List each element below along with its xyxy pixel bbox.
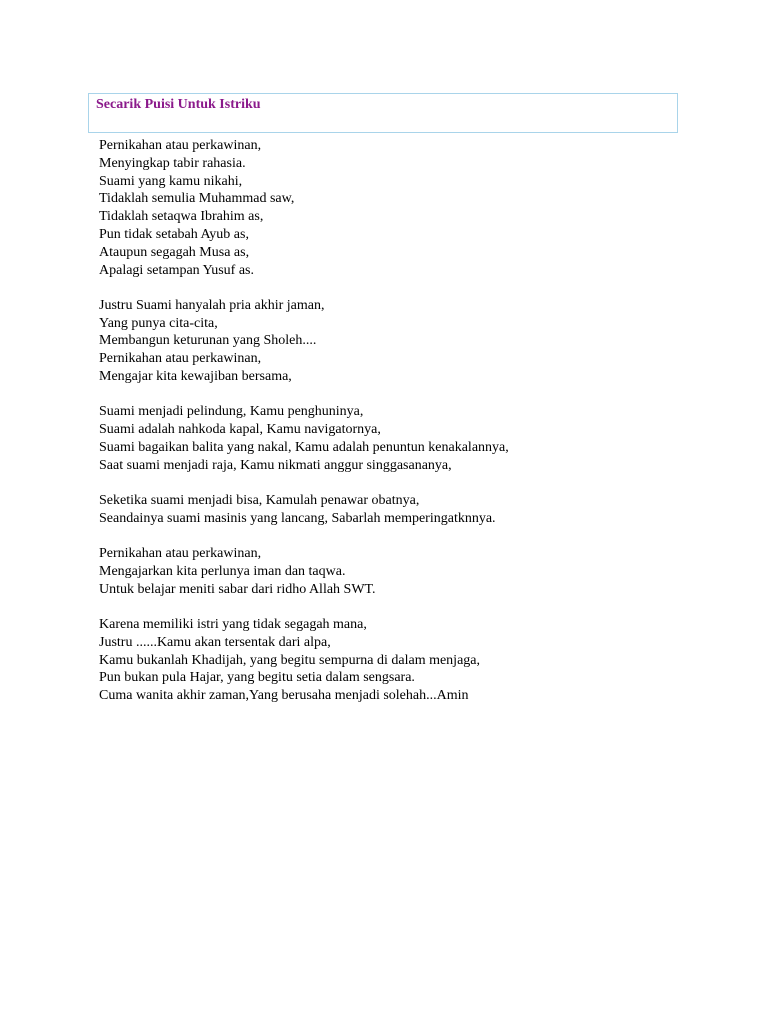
poem-line: Suami bagaikan balita yang nakal, Kamu adalah penuntun kenakalannya, (99, 439, 509, 455)
poem-line: Untuk belajar meniti sabar dari ridho Allah SWT. (99, 581, 376, 597)
stanza (99, 403, 699, 474)
poem-line: Pernikahan atau perkawinan, (99, 546, 262, 562)
stanza (99, 492, 699, 528)
stanza (99, 137, 699, 279)
poem-line: Saat suami menjadi raja, Kamu nikmati anggur singgasananya, (99, 457, 452, 473)
poem-line: Mengajarkan kita perlunya iman dan taqwa. (99, 563, 346, 579)
poem-line: Pun tidak setabah Ayub as, (99, 226, 249, 242)
poem-line: Suami menjadi pelindung, Kamu penghuninya, (99, 404, 364, 420)
document-title: Secarik Puisi Untuk Istriku (96, 97, 261, 112)
poem-line: Tidaklah semulia Muhammad saw, (99, 191, 295, 207)
poem-line: Pun bukan pula Hajar, yang begitu setia dalam sengsara. (99, 670, 415, 686)
poem-line: Cuma wanita akhir zaman,Yang berusaha menjadi solehah...Amin (99, 688, 469, 704)
poem-line: Suami adalah nahkoda kapal, Kamu navigatornya, (99, 422, 381, 438)
poem-line: Kamu bukanlah Khadijah, yang begitu sempurna di dalam menjaga, (99, 652, 481, 668)
poem-line: Ataupun segagah Musa as, (99, 244, 250, 260)
poem-body (99, 137, 699, 723)
poem-line: Tidaklah setaqwa Ibrahim as, (99, 209, 264, 225)
poem-line: Justru Suami hanyalah pria akhir jaman, (99, 297, 325, 313)
poem-line: Membangun keturunan yang Sholeh.... (99, 333, 317, 349)
poem-line: Menyingkap tabir rahasia. (99, 155, 246, 171)
stanza (99, 297, 699, 386)
poem-line: Pernikahan atau perkawinan, (99, 351, 262, 367)
stanza (99, 545, 699, 598)
poem-line: Seandainya suami masinis yang lancang, Sabarlah memperingatknnya. (99, 510, 496, 526)
poem-line: Mengajar kita kewajiban bersama, (99, 369, 292, 385)
poem-line: Seketika suami menjadi bisa, Kamulah penawar obatnya, (99, 493, 420, 509)
poem-line: Apalagi setampan Yusuf as. (99, 262, 254, 278)
poem-line: Justru ......Kamu akan tersentak dari alpa, (99, 634, 331, 650)
title-box (88, 93, 678, 133)
poem-line: Karena memiliki istri yang tidak segagah mana, (99, 617, 367, 633)
poem-line: Suami yang kamu nikahi, (99, 173, 243, 189)
stanza (99, 616, 699, 705)
poem-line: Yang punya cita-cita, (99, 315, 218, 331)
poem-line: Pernikahan atau perkawinan, (99, 138, 262, 153)
